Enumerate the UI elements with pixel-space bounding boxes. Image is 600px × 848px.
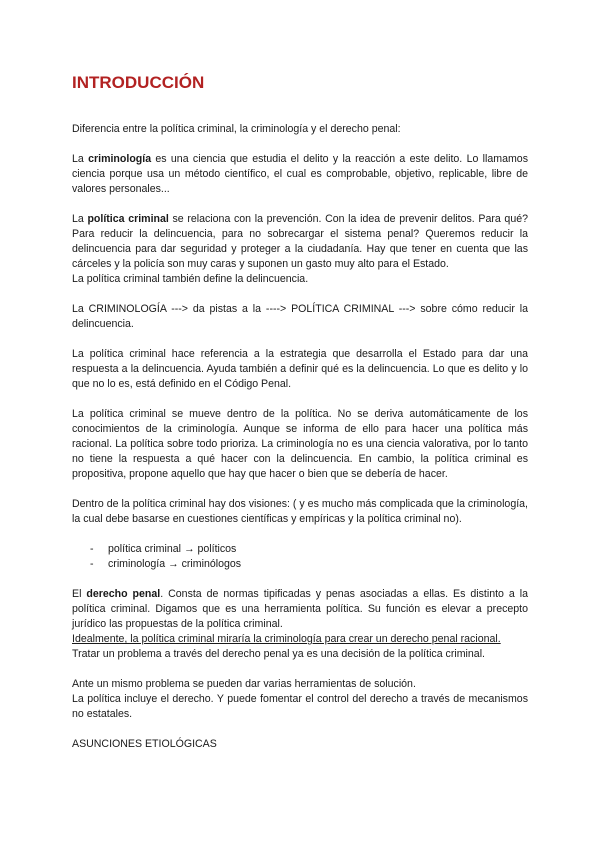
- idealmente-underlined-line: Idealmente, la política criminal miraría la criminología para crear un derecho penal racional.: [72, 633, 501, 645]
- list-item-text: política criminal → políticos: [108, 543, 237, 555]
- page-title: INTRODUCCIÓN: [72, 73, 205, 92]
- politica-paragraph: [72, 212, 528, 272]
- incluye-paragraph: La política incluye el derecho. Y puede fomentar el control del derecho a través de mecanismos no estatales.: [72, 693, 528, 720]
- derecho-lead: El: [72, 588, 87, 600]
- politica-lead: La: [72, 213, 88, 225]
- list-item: [72, 542, 528, 557]
- document-body: [72, 122, 528, 767]
- dentro-politica-paragraph: La política criminal se mueve dentro de la política. No se deriva automáticamente de los conocimientos de la criminología. Aunque se informa de ello para hacer una política más racional. La política sobre todo prioriza. La criminología no es una ciencia valorativa, por lo tanto no tiene la respuesta a qué hacer con la delincuencia. En cambio, la política criminal es propositiva, propone aquello que hay que hacer o bien que se debería de hacer.: [72, 408, 528, 480]
- visiones-list: [72, 542, 528, 572]
- estrategia-paragraph: La política criminal hace referencia a la estrategia que desarrolla el Estado para dar una respuesta a la delincuencia. Ayuda también a definir qué es la delincuencia. Lo que es delito y lo que no lo es, está definido en el Código Penal.: [72, 348, 528, 390]
- dash-bullet: -: [90, 558, 94, 570]
- section-heading: ASUNCIONES ETIOLÓGICAS: [72, 738, 217, 750]
- tratar-line: Tratar un problema a través del derecho penal ya es una decisión de la política criminal.: [72, 648, 485, 660]
- criminologia-text: es una ciencia que estudia el delito y la reacción a este delito. Lo llamamos ciencia porque usa un método científico, el cual es comprobable, objetivo, replicable, libre de valores personales...: [72, 153, 528, 195]
- flow-paragraph: La CRIMINOLOGÍA ---> da pistas a la ----> POLÍTICA CRIMINAL ---> sobre cómo reducir la delincuencia.: [72, 303, 528, 330]
- intro-paragraph: Diferencia entre la política criminal, la criminología y el derecho penal:: [72, 123, 401, 135]
- politica-text: se relaciona con la prevención. Con la idea de prevenir delitos. Para qué? Para reducir la delincuencia, para no sobrecargar el sistema penal? Queremos reducir la delincuencia para dar seguridad y proteger a la ciudadanía. Hay que tener en cuenta que las cárceles y la policía son muy caras y suponen un gasto muy alto para el Estado.: [72, 213, 528, 270]
- criminologia-term: criminología: [88, 153, 152, 165]
- dash-bullet: -: [90, 543, 94, 555]
- politica-define-line: La política criminal también define la delincuencia.: [72, 273, 309, 285]
- derecho-term: derecho penal: [86, 588, 161, 600]
- list-item: [72, 557, 528, 572]
- politica-term: política criminal: [87, 213, 169, 225]
- criminologia-paragraph: [72, 152, 528, 197]
- list-item-text: criminología → criminólogos: [108, 558, 242, 570]
- visiones-paragraph: Dentro de la política criminal hay dos visiones: ( y es mucho más complicada que la criminología, la cual debe basarse en cuestiones científicas y empíricas y la política criminal no).: [72, 498, 528, 525]
- derecho-text: . Consta de normas tipificadas y penas asociadas a ellas. Es distinto a la política criminal. Digamos que es una herramienta política. Su función es elevar a precepto jurídico las propuestas de la política criminal.: [72, 588, 528, 630]
- derecho-paragraph: [72, 587, 528, 632]
- ante-line: Ante un mismo problema se pueden dar varias herramientas de solución.: [72, 678, 416, 690]
- criminologia-lead: La: [72, 153, 89, 165]
